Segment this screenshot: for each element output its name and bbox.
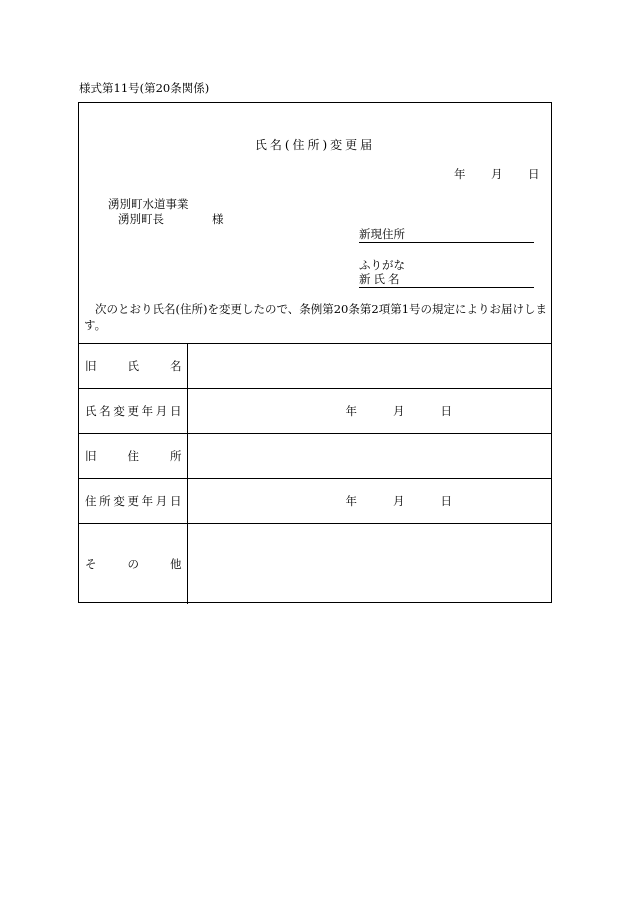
table-row	[79, 479, 551, 524]
name-change-date-label: 氏 名 変 更 年 月 日	[79, 389, 187, 434]
date-month-label: 月	[491, 167, 503, 181]
old-address-label: 旧 住 所	[79, 434, 187, 479]
form-box	[78, 102, 552, 603]
table-row	[79, 344, 551, 389]
old-name-field[interactable]	[187, 344, 551, 389]
form-title: 氏名(住所)変更届	[254, 138, 376, 152]
new-address-label: 新現住所	[359, 227, 405, 241]
old-address-field[interactable]	[187, 434, 551, 479]
address-change-date-field[interactable]	[187, 479, 551, 524]
table-row	[79, 524, 551, 605]
date-year-label: 年	[454, 167, 466, 181]
address-change-date-label: 住 所 変 更 年 月 日	[79, 479, 187, 524]
date-day-label: 日	[528, 167, 540, 181]
month-label: 月	[393, 404, 405, 418]
notification-statement: 次のとおり氏名(住所)を変更したので、条例第20条第2項第1号の規定によりお届けします。	[84, 302, 548, 332]
year-label: 年	[345, 404, 357, 418]
day-label: 日	[440, 404, 452, 418]
table-row	[79, 434, 551, 479]
new-name-field[interactable]	[359, 272, 534, 288]
addressee-organization: 湧別町水道事業	[108, 197, 189, 211]
day-label: 日	[440, 494, 452, 508]
other-field[interactable]	[187, 524, 551, 605]
details-table	[79, 343, 551, 604]
year-label: 年	[345, 494, 357, 508]
submission-date	[454, 166, 540, 182]
addressee-honorific: 様	[212, 212, 224, 226]
new-address-field[interactable]	[359, 227, 534, 243]
addressee-title: 湧別町長	[118, 212, 164, 226]
other-label: そ の 他	[79, 524, 187, 605]
table-row	[79, 389, 551, 434]
furigana-label: ふりがな	[359, 258, 405, 272]
form-number: 様式第11号(第20条関係)	[79, 81, 210, 95]
month-label: 月	[393, 494, 405, 508]
name-change-date-field[interactable]	[187, 389, 551, 434]
old-name-label: 旧 氏 名	[79, 344, 187, 389]
new-name-label: 新氏名	[359, 272, 403, 286]
